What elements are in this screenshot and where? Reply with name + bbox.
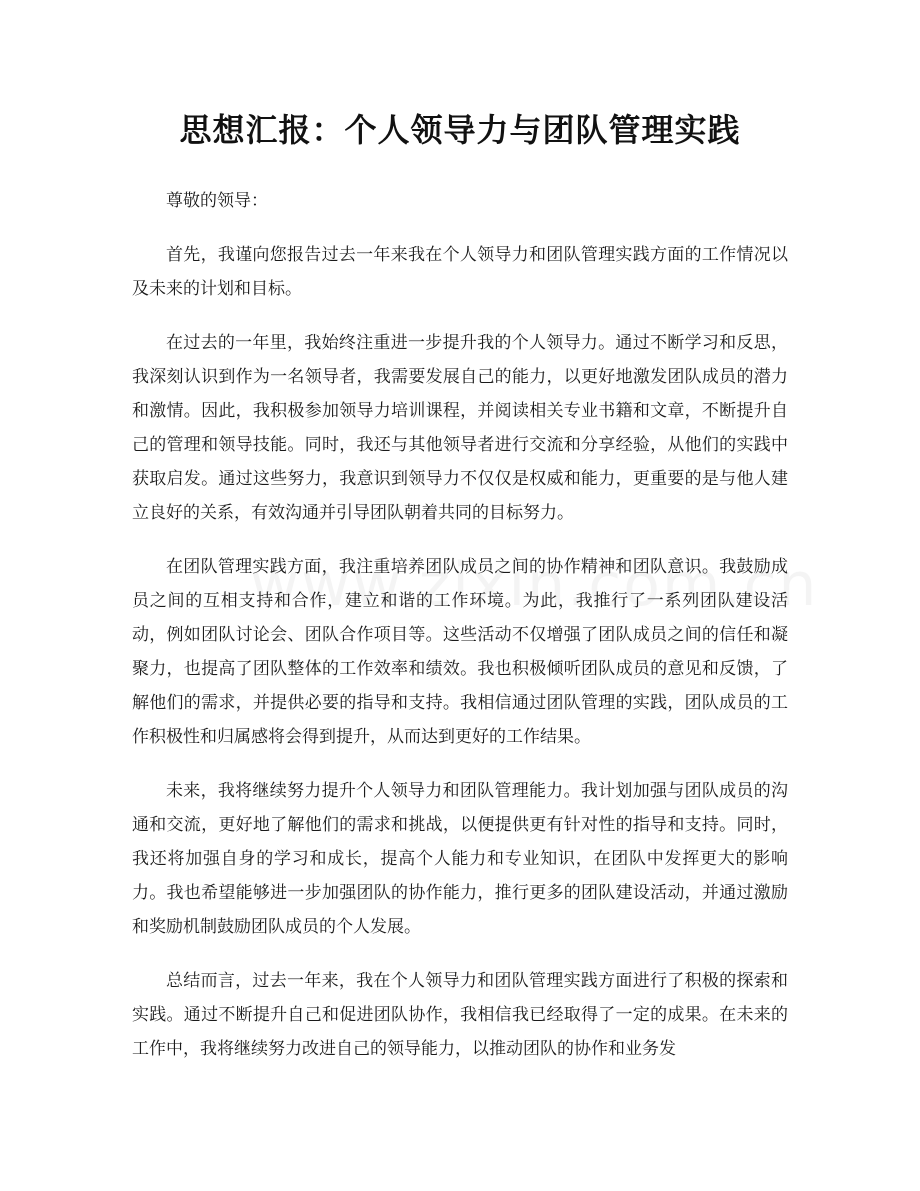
paragraph-intro: 首先，我谨向您报告过去一年来我在个人领导力和团队管理实践方面的工作情况以及未来的计划和目标。 [132,245,788,299]
document-title: 思想汇报：个人领导力与团队管理实践 [179,111,741,149]
paragraph-team-management: 在团队管理实践方面，我注重培养团队成员之间的协作精神和团队意识。我鼓励成员之间的互相支持和合作，建立和谐的工作环境。为此，我推行了一系列团队建设活动，例如团队讨论会、团队合作项目等。这些活动不仅增强了团队成员之间的信任和凝聚力，也提高了团队整体的工作效率和绩效。我也积极倾听团队成员的意见和反馈，了解他们的需求，并提供必要的指导和支持。我相信通过团队管理的实践，团队成员的工作积极性和归属感将会得到提升，从而达到更好的工作结果。 [132,557,788,747]
paragraph-summary: 总结而言，过去一年来，我在个人领导力和团队管理实践方面进行了积极的探索和实践。通过不断提升自己和促进团队协作，我相信我已经取得了一定的成果。在未来的工作中，我将继续努力改进自己的领导能力，以推动团队的协作和业务发 [132,971,788,1059]
paragraph-future-plans: 未来，我将继续努力提升个人领导力和团队管理能力。我计划加强与团队成员的沟通和交流，更好地了解他们的需求和挑战，以便提供更有针对性的指导和支持。同时，我还将加强自身的学习和成长，提高个人能力和专业知识，在团队中发挥更大的影响力。我也希望能够进一步加强团队的协作能力，推行更多的团队建设活动，并通过激励和奖励机制鼓励团队成员的个人发展。 [132,781,788,937]
paragraph-leadership: 在过去的一年里，我始终注重进一步提升我的个人领导力。通过不断学习和反思，我深刻认识到作为一名领导者，我需要发展自己的能力，以更好地激发团队成员的潜力和激情。因此，我积极参加领导力培训课程，并阅读相关专业书籍和文章，不断提升自己的管理和领导技能。同时，我还与其他领导者进行交流和分享经验，从他们的实践中获取启发。通过这些努力，我意识到领导力不仅仅是权威和能力，更重要的是与他人建立良好的关系，有效沟通并引导团队朝着共同的目标努力。 [132,333,788,523]
document-body [132,184,788,1086]
salutation: 尊敬的领导： [166,191,268,211]
